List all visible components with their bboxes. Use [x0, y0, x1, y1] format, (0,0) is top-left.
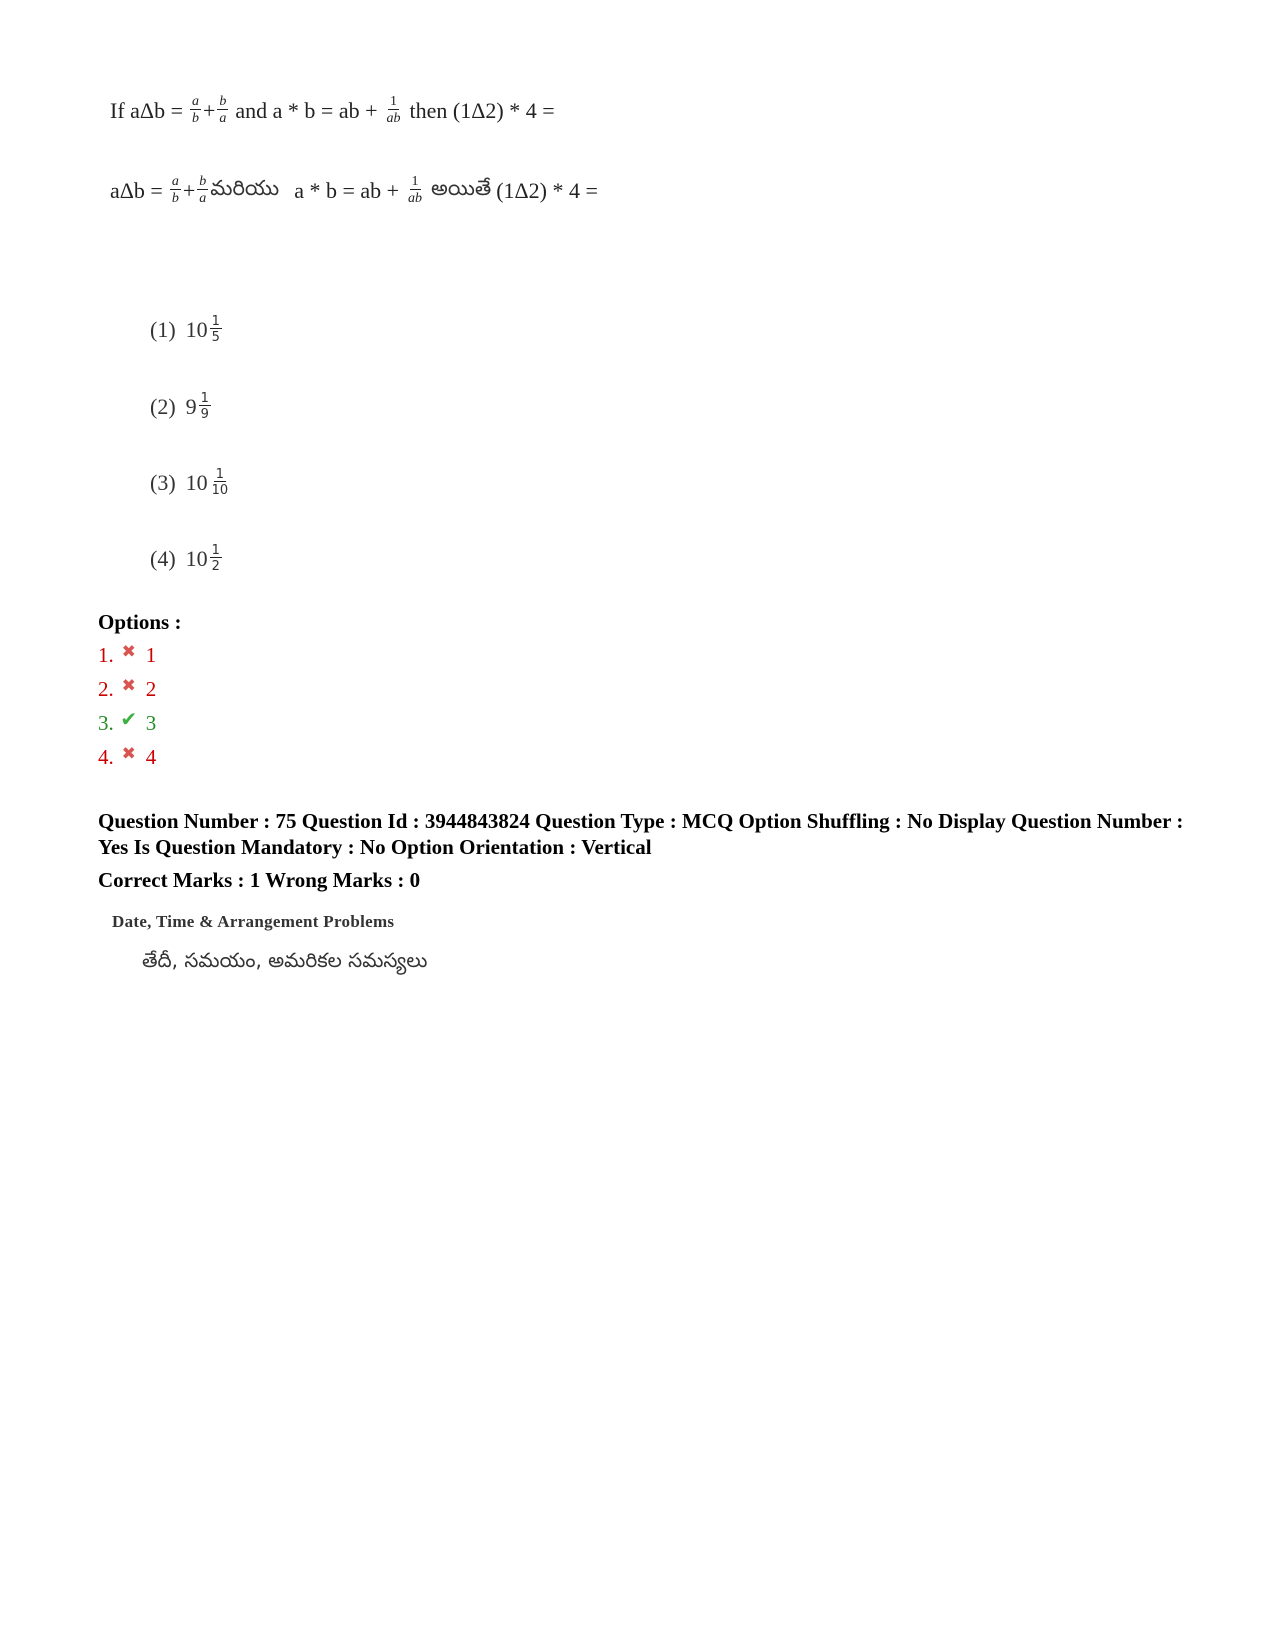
mixed-number: 10 $\frac{1}{5}$ [185, 314, 220, 345]
options-title: Options : [98, 610, 182, 634]
fraction-b-over-a: $\frac{b}{a}$ [219, 94, 227, 126]
choice-fraction: $\frac{1}{5}$ [211, 314, 220, 345]
topic-english: Date, Time & Arrangement Problems [112, 912, 395, 931]
mixed-number: 10 $\frac{1}{10}$ [185, 467, 229, 498]
mixed-number: 9 $\frac{1}{9}$ [185, 391, 209, 422]
fraction-1-over-ab-te: $\frac{1}{ab}$ [408, 174, 423, 206]
mixed-number: 10 $\frac{1}{2}$ [185, 543, 220, 574]
option-1: 1. ✖ 1 [98, 641, 157, 667]
topic-telugu: తేదీ, సమయం, అమరికల సమస్యలు [142, 948, 428, 972]
option-3: 3. ✔ 3 [98, 709, 157, 735]
option-4: 4. ✖ 4 [98, 743, 157, 769]
choice-fraction: $\frac{1}{10}$ [211, 467, 229, 498]
cross-icon: ✖ [121, 743, 136, 763]
choice-4: (4) 10 $\frac{1}{2}$ [150, 544, 224, 573]
cross-icon: ✖ [121, 641, 136, 661]
fraction-a-over-b: $\frac{a}{b}$ [191, 94, 199, 126]
question-prefix: If aΔb = [110, 97, 183, 123]
question-suffix: then (1Δ2) * 4 = [409, 97, 555, 123]
choice-fraction: $\frac{1}{9}$ [200, 391, 209, 422]
fraction-a-over-b-te: $\frac{a}{b}$ [171, 174, 179, 206]
telugu-condition: అయితే [431, 175, 492, 200]
fraction-b-over-a-te: $\frac{b}{a}$ [199, 174, 207, 206]
choice-2: (2) 9 $\frac{1}{9}$ [150, 392, 213, 421]
question-middle: and a * b = ab + [235, 97, 378, 123]
option-2: 2. ✖ 2 [98, 675, 157, 701]
choice-fraction: $\frac{1}{2}$ [211, 543, 220, 574]
question-english: If aΔb = $\frac{a}{b}$ + $\frac{b}{a}$ and a * b = ab + $\frac{1}{ab}$ then (1Δ2) * 4 = [110, 94, 555, 126]
question-metadata: Question Number : 75 Question Id : 3944843824 Question Type : MCQ Option Shuffling : No Display Question Number : Yes Is Question Mandatory : No Option Orientation : Vertical [98, 809, 1184, 859]
telugu-conjunction: మరియు [210, 175, 280, 200]
cross-icon: ✖ [121, 675, 136, 695]
check-icon: ✔ [120, 709, 138, 731]
choice-3: (3) 10 $\frac{1}{10}$ [150, 468, 232, 497]
marks-info: Correct Marks : 1 Wrong Marks : 0 [98, 868, 421, 892]
fraction-1-over-ab: $\frac{1}{ab}$ [386, 94, 401, 126]
choice-1: (1) 10 $\frac{1}{5}$ [150, 315, 224, 344]
question-telugu: aΔb = $\frac{a}{b}$ + $\frac{b}{a}$ మరియు a * b = ab + $\frac{1}{ab}$ అయితే (1Δ2) * 4 = [110, 174, 598, 206]
